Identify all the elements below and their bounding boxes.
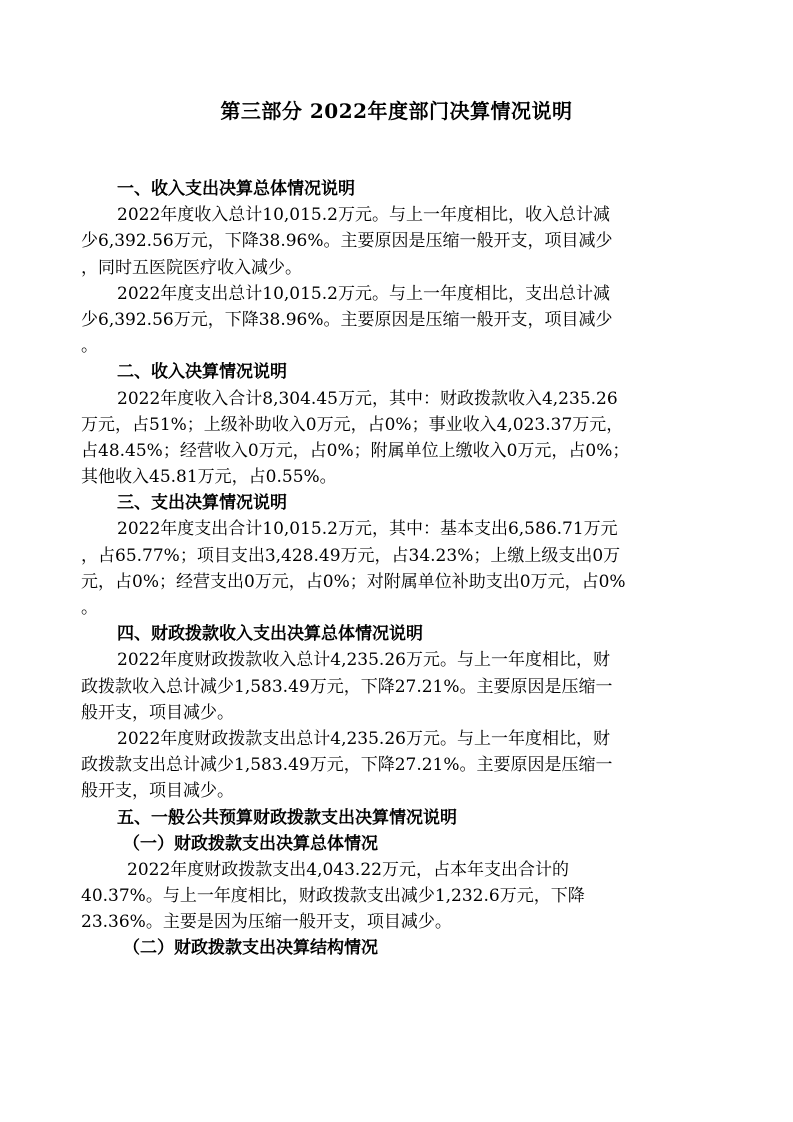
paragraph-line: 占48.45%；经营收入0万元，占0%；附属单位上缴收入0万元，占0%； xyxy=(81,440,630,461)
paragraph-line: 其他收入45.81万元，占0.55%。 xyxy=(81,467,337,488)
paragraph xyxy=(81,516,720,621)
document-body xyxy=(81,176,720,962)
paragraph-line: 般开支，项目减少。 xyxy=(81,702,234,723)
section-heading xyxy=(115,490,720,516)
paragraph-line: 2022年度支出总计10,015.2万元。与上一年度相比，支出总计减 xyxy=(117,283,610,304)
paragraph-line: 少6,392.56万元，下降38.96%。主要原因是压缩一般开支，项目减少 xyxy=(81,309,613,330)
paragraph-line: 政拨款收入总计减少1,583.49万元，下降27.21%。主要原因是压缩一 xyxy=(81,676,613,697)
section-heading xyxy=(115,359,720,385)
paragraph-line: ，同时五医院医疗收入减少。 xyxy=(81,257,302,278)
paragraph-line: ，占65.77%；项目支出3,428.49万元，占34.23%；上缴上级支出0万 xyxy=(81,545,621,566)
paragraph-line: 般开支，项目减少。 xyxy=(81,781,234,802)
paragraph xyxy=(81,857,720,936)
subsection-heading-text: （一）财政拨款支出决算总体情况 xyxy=(123,833,378,854)
section-heading-text: 三、支出决算情况说明 xyxy=(117,493,287,514)
paragraph-line: 政拨款支出总计减少1,583.49万元，下降27.21%。主要原因是压缩一 xyxy=(81,755,613,776)
paragraph xyxy=(81,647,720,726)
section-heading xyxy=(115,805,720,831)
section-heading xyxy=(115,621,720,647)
section-heading-text: 一、收入支出决算总体情况说明 xyxy=(117,179,355,199)
paragraph-line: 少6,392.56万元，下降38.96%。主要原因是压缩一般开支，项目减少 xyxy=(81,231,613,252)
paragraph-line: 元，占0%；经营支出0万元，占0%；对附属单位补助支出0万元，占0% xyxy=(81,571,626,592)
paragraph-line: 。 xyxy=(81,598,98,618)
paragraph xyxy=(81,386,720,491)
subsection-heading-text: （二）财政拨款支出决算结构情况 xyxy=(123,938,378,959)
section-heading-text: 二、收入决算情况说明 xyxy=(117,362,287,383)
section-heading-text: 五、一般公共预算财政拨款支出决算情况说明 xyxy=(117,807,457,828)
paragraph-line: 2022年度财政拨款支出总计4,235.26万元。与上一年度相比，财 xyxy=(117,728,610,749)
section-heading xyxy=(115,176,720,202)
paragraph-line: 2022年度财政拨款支出4,043.22万元，占本年支出合计的 xyxy=(127,859,569,880)
paragraph-line: 2022年度财政拨款收入总计4,235.26万元。与上一年度相比，财 xyxy=(117,650,610,671)
paragraph-line: 万元，占51%；上级补助收入0万元，占0%；事业收入4,023.37万元， xyxy=(81,414,624,435)
paragraph-line: 40.37%。与上一年度相比，财政拨款支出减少1,232.6万元，下降 xyxy=(81,886,585,907)
paragraph xyxy=(81,281,720,360)
section-heading-text: 四、财政拨款收入支出决算总体情况说明 xyxy=(117,624,423,645)
paragraph-line: 23.36%。主要是因为压缩一般开支，项目减少。 xyxy=(81,912,452,933)
paragraph-line: 2022年度支出合计10,015.2万元，其中：基本支出6,586.71万元 xyxy=(117,519,618,540)
paragraph-line: 。 xyxy=(81,336,98,357)
subsection-heading xyxy=(115,831,720,857)
subsection-heading xyxy=(115,935,720,961)
paragraph-line: 2022年度收入合计8,304.45万元，其中：财政拨款收入4,235.26 xyxy=(117,388,618,409)
paragraph-line: 2022年度收入总计10,015.2万元。与上一年度相比，收入总计减 xyxy=(117,205,610,226)
paragraph xyxy=(81,726,720,805)
page-title: 第三部分 2022年度部门决算情况说明 xyxy=(220,99,573,123)
paragraph xyxy=(81,202,720,281)
